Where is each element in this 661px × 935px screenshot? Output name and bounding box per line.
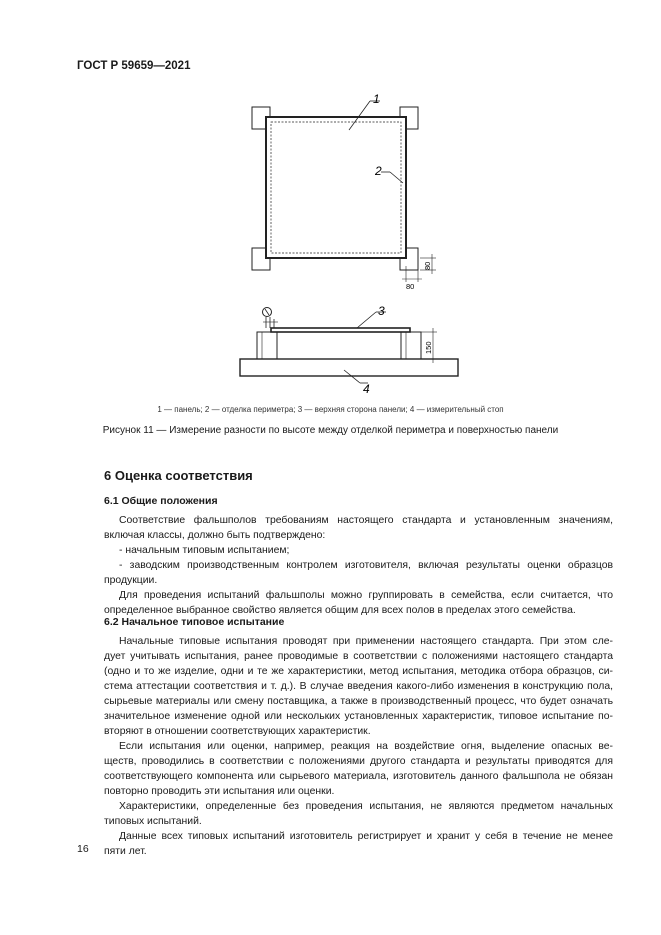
paragraph-line: продукции.	[104, 575, 158, 586]
callout-2: 2	[375, 164, 382, 178]
panel-side	[277, 332, 401, 359]
panel-outline	[266, 117, 406, 258]
list-item: - начальным типовым испытанием;	[119, 545, 290, 556]
support-right	[401, 332, 421, 359]
page-number: 16	[77, 843, 89, 855]
paragraph-line: значительное изменение одной или нескольких установленных характеристик, типовое испытание по-	[104, 711, 613, 722]
paragraph-line: Начальные типовые испытания проводят при применении настоящего стандарта. При этом сле-	[119, 636, 613, 647]
figure-legend: 1 — панель; 2 — отделка периметра; 3 — верхняя сторона панели; 4 — измерительный стоп	[157, 405, 504, 414]
document-header: ГОСТ Р 59659—2021	[77, 60, 191, 72]
leader-3	[357, 312, 376, 328]
dimension-80-vertical: 80	[423, 261, 432, 270]
paragraph-line: типовых испытаний.	[104, 816, 202, 827]
callout-4: 4	[363, 382, 370, 396]
paragraph-line: пяти лет.	[104, 846, 147, 857]
figure-11-drawing	[0, 0, 661, 400]
list-item: - заводским производственным контролем изготовителя, включая результаты оценки образцов	[119, 560, 613, 571]
panel-top-surface	[271, 328, 410, 332]
paragraph-line: Соответствие фальшполов требованиям настоящего стандарта и установленным значениям,	[119, 515, 613, 526]
paragraph-line: включая классы, должно быть подтверждено:	[104, 530, 326, 541]
paragraph-line: сырьевые материалы или смену поставщика, а также в производственный процесс, что будет означать	[104, 696, 613, 707]
section-6-2-body	[104, 634, 613, 859]
top-view	[252, 101, 436, 282]
paragraph-line: соответствующего компонента или сырьевого материала, изготовитель данного фальшпола не обязан	[104, 771, 613, 782]
paragraph-line: Данные всех типовых испытаний изготовитель регистрирует и хранит у себя в течение не менее	[119, 831, 613, 842]
paragraph-line: Для проведения испытаний фальшполы можно группировать в семейства, если считается, что	[119, 590, 613, 601]
paragraph-line: Если испытания или оценки, например, реакция на воздействие огня, выделение опасных ве-	[119, 741, 613, 752]
paragraph-line: дует учитывать испытания, ранее проводимые в соответствии с положениями настоящего стандарта	[104, 651, 613, 662]
section-6-title: 6 Оценка соответствия	[104, 468, 253, 483]
paragraph-line: вторяют в отношении соответствующих характеристик.	[104, 726, 371, 737]
paragraph-line: повторно проводить эти испытания или оценки.	[104, 786, 335, 797]
dimension-80-horizontal: 80	[406, 282, 415, 291]
paragraph-line: Характеристики, определенные без проведения испытания, не являются предметом начальных	[119, 801, 613, 812]
paragraph-line: стема аттестации соответствия и т. д.). В случае введения какого-либо изменения в конструкцию пола,	[104, 681, 613, 692]
section-6-1-title: 6.1 Общие положения	[104, 495, 218, 507]
section-6-1-body	[104, 513, 613, 618]
paragraph-line: ществ, проводились в соответствии с положениями другого стандарта и результаты приводятся для	[104, 756, 613, 767]
figure-caption: Рисунок 11 — Измерение разности по высоте между отделкой периметра и поверхностью панели	[102, 425, 559, 436]
dimension-150: 150	[424, 341, 433, 354]
floor-base	[240, 359, 458, 376]
section-6-2-title: 6.2 Начальное типовое испытание	[104, 616, 285, 628]
paragraph-line: (одно и то же изделие, одни и те же характеристики, метод испытания, методика отбора образцов, си-	[104, 666, 613, 677]
callout-1: 1	[373, 92, 380, 106]
paragraph-line: определенное выбранное свойство является общим для всех полов в пределах этого семейства.	[104, 605, 576, 616]
support-left	[257, 332, 277, 359]
callout-3: 3	[378, 304, 385, 318]
